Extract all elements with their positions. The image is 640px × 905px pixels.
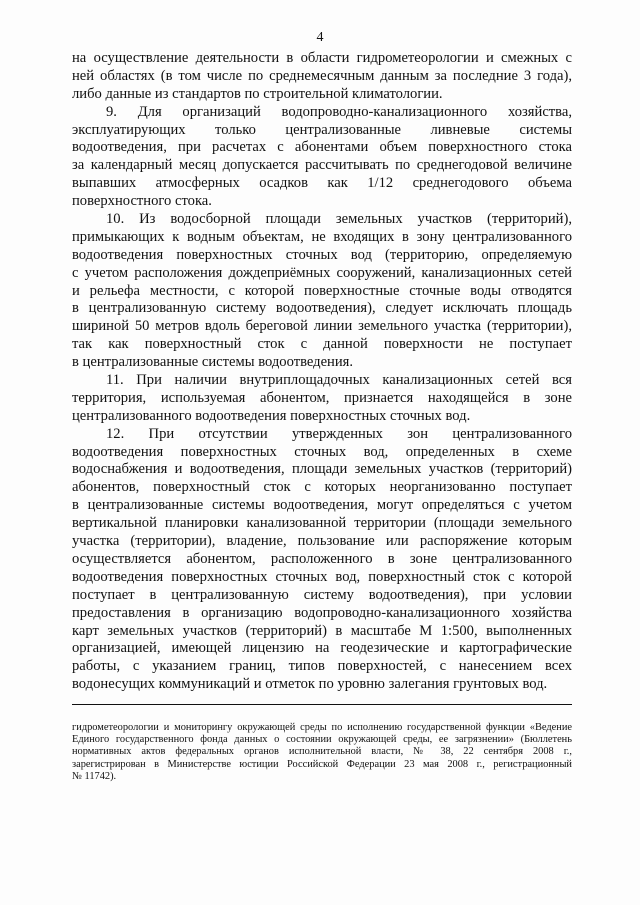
footnote-line: зарегистрирован в Министерстве юстиции Российской Федерации 23 мая 2008 г., регистрационный xyxy=(72,758,572,770)
body-text xyxy=(72,50,572,694)
body-line: шириной 50 метров вдоль береговой линии земельного участка (территории), xyxy=(72,318,572,335)
body-line: водонесущих коммуникаций и отметок по уровню залегания грунтовых вод. xyxy=(72,676,548,693)
body-line: 10. Из водосборной площади земельных участков (территорий), xyxy=(106,211,572,228)
body-line: поверхностного стока. xyxy=(72,193,212,210)
footnote-line: нормативных актов федеральных органов исполнительной власти, № 38, 22 сентября 2008 г., xyxy=(72,746,572,758)
body-line: 11. При наличии внутриплощадочных канализационных сетей вся xyxy=(106,372,572,389)
body-line: карт земельных участков (территорий) в масштабе М 1:500, выполненных xyxy=(72,622,572,639)
body-line: водоотведения, при расчетах с абонентами объем поверхностного стока xyxy=(72,139,572,156)
body-line: выпавших атмосферных осадков как 1/12 среднегодового объема xyxy=(72,175,572,192)
body-line: ней областях (в том числе по среднемесячным данным за последние 3 года), xyxy=(72,67,572,84)
body-line: организацией, имеющей лицензию на геодезические и картографические xyxy=(72,640,572,657)
footnote xyxy=(72,722,572,783)
body-line: осуществляется абонентом, расположенного в зоне централизованного xyxy=(72,550,572,567)
body-line: участка (территории), владение, пользование или распоряжение которым xyxy=(72,533,572,550)
body-line: эксплуатирующих только централизованные ливневые системы xyxy=(72,121,572,138)
body-line: так как поверхностный сток с данной поверхности не поступает xyxy=(72,336,572,353)
body-line: работы, с указанием границ, типов поверхностей, с нанесением всех xyxy=(72,658,572,675)
body-line: с учетом расположения дождеприёмных сооружений, канализационных сетей xyxy=(72,264,572,281)
body-line: водоотведения поверхностных сточных вод, определенных в схеме xyxy=(72,443,572,460)
body-line: 12. При отсутствии утвержденных зон централизованного xyxy=(106,425,572,442)
body-line: предоставления в организацию водопроводно-канализационного хозяйства xyxy=(72,604,572,621)
footnote-separator xyxy=(72,704,572,705)
body-line: вертикальной планировки канализованной территории (площади земельного xyxy=(72,515,572,532)
body-line: за календарный месяц допускается рассчитывать по среднегодовой величине xyxy=(72,157,572,174)
body-line: абонентов, поверхностный сток с которых неорганизованно поступает xyxy=(72,479,572,496)
page-number: 4 xyxy=(316,30,324,45)
body-line: водоотведения поверхностных сточных вод, поверхностный сток с которой xyxy=(72,568,572,585)
body-line: и рельефа местности, с которой поверхностные сточные воды отводятся xyxy=(72,282,572,299)
body-line: примыкающих к водным объектам, не входящих в зону централизованного xyxy=(72,228,572,245)
body-line: централизованного водоотведения поверхностных сточных вод. xyxy=(72,407,471,424)
body-line: территория, используемая абонентом, признается находящейся в зоне xyxy=(72,389,572,406)
body-line: поступает в централизованную систему водоотведения), при условии xyxy=(72,586,572,603)
body-line: в централизованные системы водоотведения, могут определяться с учетом xyxy=(72,497,572,514)
body-line: водоснабжения и водоотведения, площади земельных участков (территорий) xyxy=(72,461,572,478)
body-line: на осуществление деятельности в области гидрометеорологии и смежных с xyxy=(72,50,572,66)
footnote-line: Единого государственного фонда данных о состоянии окружающей среды, ее загрязнении» (Бюллетень xyxy=(72,734,572,746)
body-line: 9. Для организаций водопроводно-канализационного хозяйства, xyxy=(106,103,572,120)
body-line: в централизованные системы водоотведения. xyxy=(72,354,354,371)
body-line: в централизованную систему водоотведения), следует исключать площадь xyxy=(72,300,572,317)
body-line: водоотведения поверхностных сточных вод (территорию, определяемую xyxy=(72,246,572,263)
body-line: либо данные из стандартов по строительной климатологии. xyxy=(72,85,443,102)
footnote-line: № 11742). xyxy=(72,770,117,782)
footnote-line: гидрометеорологии и мониторингу окружающей среды по исполнению государственной функции «Ведение xyxy=(72,722,572,733)
